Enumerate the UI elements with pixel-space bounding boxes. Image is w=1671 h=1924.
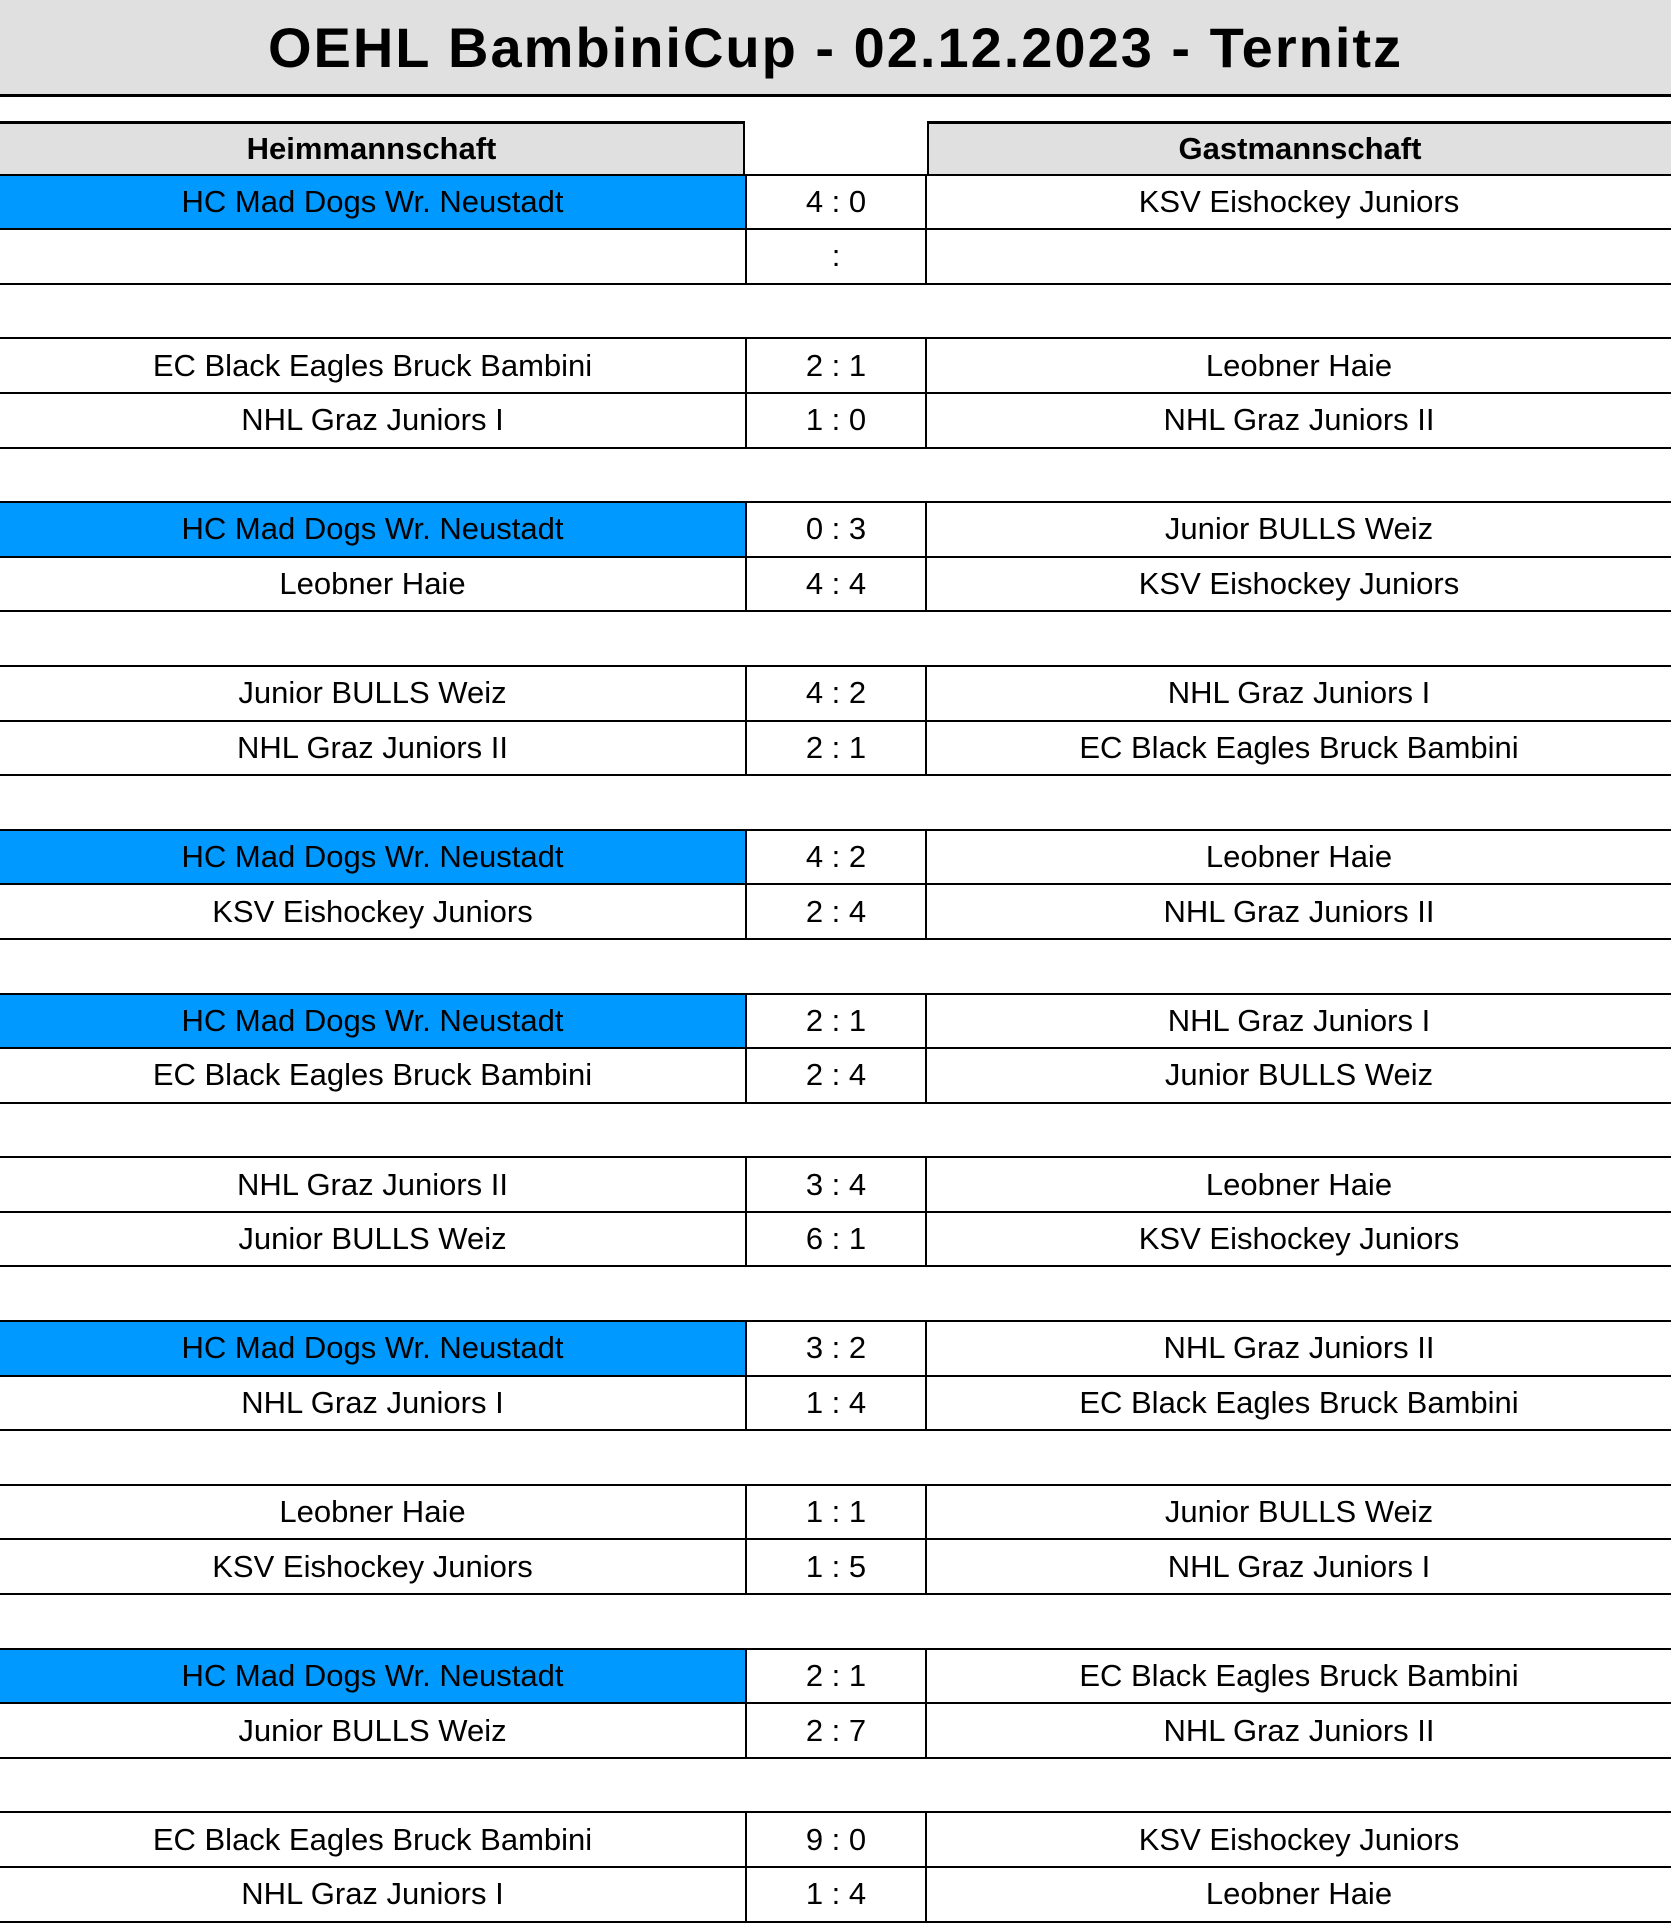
match-row: [0, 1868, 1671, 1923]
match-row: [0, 1322, 1671, 1377]
home-team: HC Mad Dogs Wr. Neustadt: [0, 1650, 745, 1703]
match-row: [0, 1813, 1671, 1868]
away-team: KSV Eishockey Juniors: [1138, 1221, 1460, 1257]
match-row: [0, 1377, 1671, 1432]
match-row: [0, 885, 1671, 940]
home-team: NHL Graz Juniors II: [236, 729, 509, 765]
home-team: Junior BULLS Weiz: [238, 1221, 507, 1257]
away-team: Junior BULLS Weiz: [1164, 511, 1434, 547]
match-rows: [0, 176, 1671, 1923]
score: 2 : 1: [745, 1650, 927, 1703]
header-score-spacer: [745, 121, 927, 174]
away-team: KSV Eishockey Juniors: [1138, 183, 1460, 219]
match-row: [0, 503, 1671, 558]
away-team: EC Black Eagles Bruck Bambini: [1079, 729, 1519, 765]
away-team: EC Black Eagles Bruck Bambini: [1079, 1657, 1519, 1693]
match-row: [0, 230, 1671, 285]
spacer-row: [0, 1267, 1671, 1322]
score: 2 : 7: [745, 1704, 927, 1757]
home-team: EC Black Eagles Bruck Bambini: [152, 1057, 593, 1093]
home-team: NHL Graz Juniors II: [236, 1166, 509, 1202]
score: 2 : 4: [745, 885, 927, 938]
away-team: NHL Graz Juniors II: [1163, 1330, 1435, 1366]
home-team: NHL Graz Juniors I: [241, 1384, 504, 1420]
match-row: [0, 1704, 1671, 1759]
away-team: Junior BULLS Weiz: [1164, 1494, 1434, 1530]
away-team: [927, 230, 1671, 283]
home-team: NHL Graz Juniors I: [241, 402, 504, 438]
spacer-row: [0, 612, 1671, 667]
away-team: NHL Graz Juniors I: [1167, 1002, 1431, 1038]
match-row: [0, 176, 1671, 231]
home-team: EC Black Eagles Bruck Bambini: [152, 1821, 593, 1857]
spacer-row: [0, 940, 1671, 995]
score: 9 : 0: [745, 1813, 927, 1866]
score: 3 : 4: [745, 1158, 927, 1211]
match-row: [0, 1650, 1671, 1705]
table-header-row: [0, 121, 1671, 176]
spacer-row: [0, 1595, 1671, 1650]
away-team: KSV Eishockey Juniors: [1138, 1821, 1460, 1857]
home-team: Junior BULLS Weiz: [238, 1712, 507, 1748]
spacer-row: [0, 449, 1671, 504]
score: 2 : 1: [745, 722, 927, 775]
score: 4 : 0: [745, 176, 927, 229]
score: 2 : 1: [745, 995, 927, 1048]
away-team: NHL Graz Juniors II: [1163, 1712, 1435, 1748]
away-team: Leobner Haie: [1205, 839, 1393, 875]
away-team: KSV Eishockey Juniors: [1138, 566, 1460, 602]
home-team: NHL Graz Juniors I: [241, 1876, 504, 1912]
spacer-row: [0, 1104, 1671, 1159]
away-team: Junior BULLS Weiz: [1164, 1057, 1434, 1093]
score: 3 : 2: [745, 1322, 927, 1375]
home-team: KSV Eishockey Juniors: [212, 893, 533, 929]
match-row: [0, 1049, 1671, 1104]
home-team: Leobner Haie: [279, 566, 466, 602]
score: 2 : 1: [745, 339, 927, 392]
score: 1 : 4: [745, 1868, 927, 1921]
spacer-row: [0, 1759, 1671, 1814]
score: 1 : 4: [745, 1377, 927, 1430]
spacer-row: [0, 1431, 1671, 1486]
away-team: Leobner Haie: [1205, 1166, 1393, 1202]
score: 2 : 4: [745, 1049, 927, 1102]
away-team: NHL Graz Juniors I: [1167, 1548, 1431, 1584]
home-team: [0, 230, 745, 283]
away-team: NHL Graz Juniors II: [1163, 402, 1435, 438]
score: 0 : 3: [745, 503, 927, 556]
match-row: [0, 1158, 1671, 1213]
match-table: [0, 121, 1671, 1923]
match-row: [0, 394, 1671, 449]
spacer-row: [0, 285, 1671, 340]
spacer-row: [0, 776, 1671, 831]
match-row: [0, 339, 1671, 394]
score: 6 : 1: [745, 1213, 927, 1266]
away-team: EC Black Eagles Bruck Bambini: [1079, 1384, 1519, 1420]
away-team: NHL Graz Juniors I: [1167, 675, 1431, 711]
away-team: Leobner Haie: [1205, 1876, 1393, 1912]
home-team: HC Mad Dogs Wr. Neustadt: [0, 503, 745, 556]
away-team: NHL Graz Juniors II: [1163, 893, 1435, 929]
match-row: [0, 667, 1671, 722]
score: 1 : 1: [745, 1486, 927, 1539]
home-team: KSV Eishockey Juniors: [212, 1548, 533, 1584]
home-team: Leobner Haie: [279, 1494, 466, 1530]
score: 1 : 5: [745, 1540, 927, 1593]
score: 4 : 4: [745, 558, 927, 611]
home-team: EC Black Eagles Bruck Bambini: [152, 347, 593, 383]
home-team: HC Mad Dogs Wr. Neustadt: [0, 1322, 745, 1375]
score: 1 : 0: [745, 394, 927, 447]
match-row: [0, 1486, 1671, 1541]
header-home: Heimmannschaft: [0, 121, 745, 174]
score: 4 : 2: [745, 831, 927, 884]
match-row: [0, 1540, 1671, 1595]
match-row: [0, 1213, 1671, 1268]
away-team: Leobner Haie: [1205, 347, 1393, 383]
score: 4 : 2: [745, 667, 927, 720]
page-title: OEHL BambiniCup - 02.12.2023 - Ternitz: [0, 0, 1671, 97]
score: :: [745, 230, 927, 283]
home-team: HC Mad Dogs Wr. Neustadt: [0, 995, 745, 1048]
match-row: [0, 995, 1671, 1050]
header-away: Gastmannschaft: [927, 121, 1671, 174]
match-row: [0, 722, 1671, 777]
match-row: [0, 558, 1671, 613]
match-row: [0, 831, 1671, 886]
home-team: HC Mad Dogs Wr. Neustadt: [0, 831, 745, 884]
home-team: HC Mad Dogs Wr. Neustadt: [0, 176, 745, 229]
home-team: Junior BULLS Weiz: [238, 675, 507, 711]
